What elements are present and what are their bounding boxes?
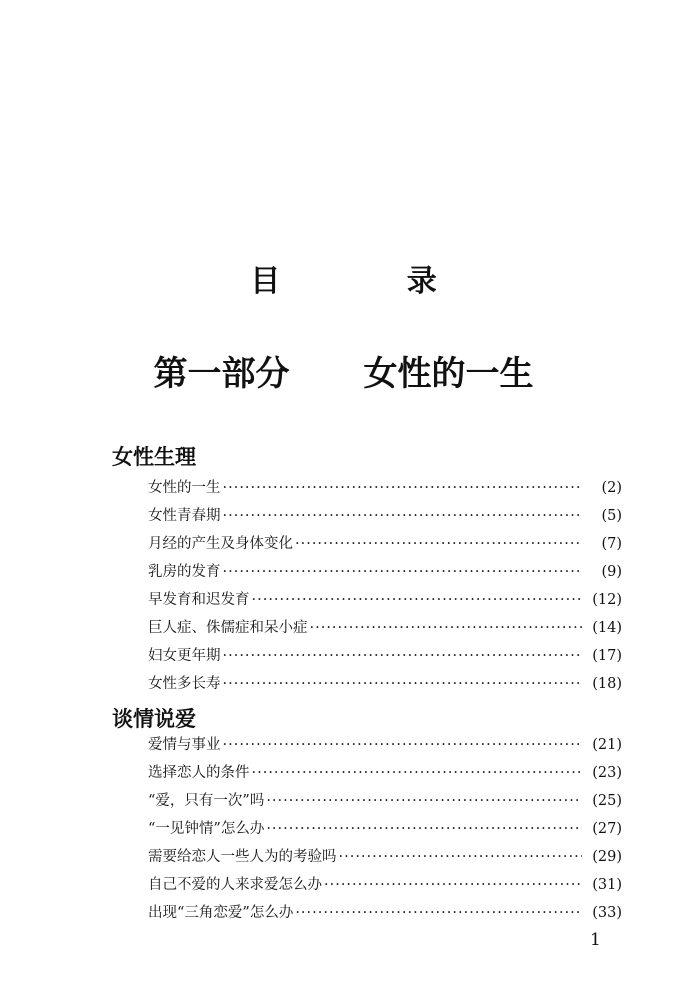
- toc-entry[interactable]: [148, 530, 622, 558]
- toc-entry-page: (21): [592, 737, 622, 753]
- toc-entry-title: “爱，只有一次”吗: [148, 793, 265, 809]
- leader-dots: [252, 586, 583, 614]
- toc-entry[interactable]: [148, 474, 622, 502]
- toc-entry-title: 需要给恋人一些人为的考验吗: [148, 849, 337, 865]
- toc-entry-page: (17): [592, 648, 622, 664]
- leader-dots: [266, 787, 582, 815]
- toc-entry-title: 出现“三角恋爱”怎么办: [148, 905, 294, 921]
- part-number: 第一部分: [153, 354, 290, 394]
- toc-entry-page: (25): [592, 793, 622, 809]
- toc-entry[interactable]: [148, 731, 622, 759]
- toc-entry-title: 女性青春期: [148, 508, 221, 524]
- toc-entry-page: (23): [592, 765, 622, 781]
- leader-dots: [310, 614, 583, 642]
- leader-dots: [223, 502, 583, 530]
- toc-list-love: [148, 731, 622, 927]
- toc-entry-page: (29): [592, 849, 622, 865]
- toc-entry-page: (33): [592, 905, 622, 921]
- toc-entry[interactable]: [148, 759, 622, 787]
- section-heading-love: 谈情说爱: [112, 707, 196, 731]
- toc-entry-title: 自己不爱的人来求爱怎么办: [148, 877, 322, 893]
- toc-entry[interactable]: [148, 670, 622, 698]
- toc-entry-title: 女性的一生: [148, 480, 221, 496]
- toc-entry[interactable]: [148, 614, 622, 642]
- leader-dots: [295, 530, 582, 558]
- toc-entry-title: 妇女更年期: [148, 648, 221, 664]
- toc-entry-title: 选择恋人的条件: [148, 765, 250, 781]
- part-heading: [0, 346, 687, 395]
- leader-dots: [223, 670, 583, 698]
- leader-dots: [223, 558, 583, 586]
- toc-entry-page: (9): [601, 564, 622, 580]
- toc-entry-title: “一见钟情”怎么办: [148, 821, 265, 837]
- toc-entry[interactable]: [148, 502, 622, 530]
- toc-entry[interactable]: [148, 642, 622, 670]
- leader-dots: [266, 815, 582, 843]
- toc-entry[interactable]: [148, 787, 622, 815]
- toc-entry-title: 月经的产生及身体变化: [148, 536, 293, 552]
- toc-entry-page: (18): [592, 676, 622, 692]
- toc-entry[interactable]: [148, 586, 622, 614]
- part-name: 女性的一生: [363, 354, 534, 394]
- section-heading-female-physiology: 女性生理: [112, 445, 196, 469]
- toc-entry-title: 女性多长寿: [148, 676, 221, 692]
- toc-title: 目 录: [250, 264, 495, 299]
- page-number: 1: [590, 930, 601, 950]
- toc-entry-title: 乳房的发育: [148, 564, 221, 580]
- toc-entry[interactable]: [148, 815, 622, 843]
- toc-entry-page: (27): [592, 821, 622, 837]
- toc-entry-page: (14): [592, 620, 622, 636]
- toc-entry[interactable]: [148, 871, 622, 899]
- toc-entry-page: (2): [601, 480, 622, 496]
- leader-dots: [223, 642, 583, 670]
- toc-entry-page: (5): [601, 508, 622, 524]
- leader-dots: [324, 871, 582, 899]
- toc-entry[interactable]: [148, 843, 622, 871]
- toc-entry-page: (12): [592, 592, 622, 608]
- toc-entry-title: 爱情与事业: [148, 737, 221, 753]
- toc-entry[interactable]: [148, 558, 622, 586]
- toc-entry-page: (31): [592, 877, 622, 893]
- leader-dots: [339, 843, 583, 871]
- leader-dots: [252, 759, 583, 787]
- toc-list-female-physiology: [148, 474, 622, 698]
- toc-entry-page: (7): [601, 536, 622, 552]
- toc-entry-title: 巨人症、侏儒症和呆小症: [148, 620, 308, 636]
- leader-dots: [223, 731, 583, 759]
- toc-entry[interactable]: [148, 899, 622, 927]
- leader-dots: [295, 899, 582, 927]
- toc-entry-title: 早发育和迟发育: [148, 592, 250, 608]
- leader-dots: [223, 474, 583, 502]
